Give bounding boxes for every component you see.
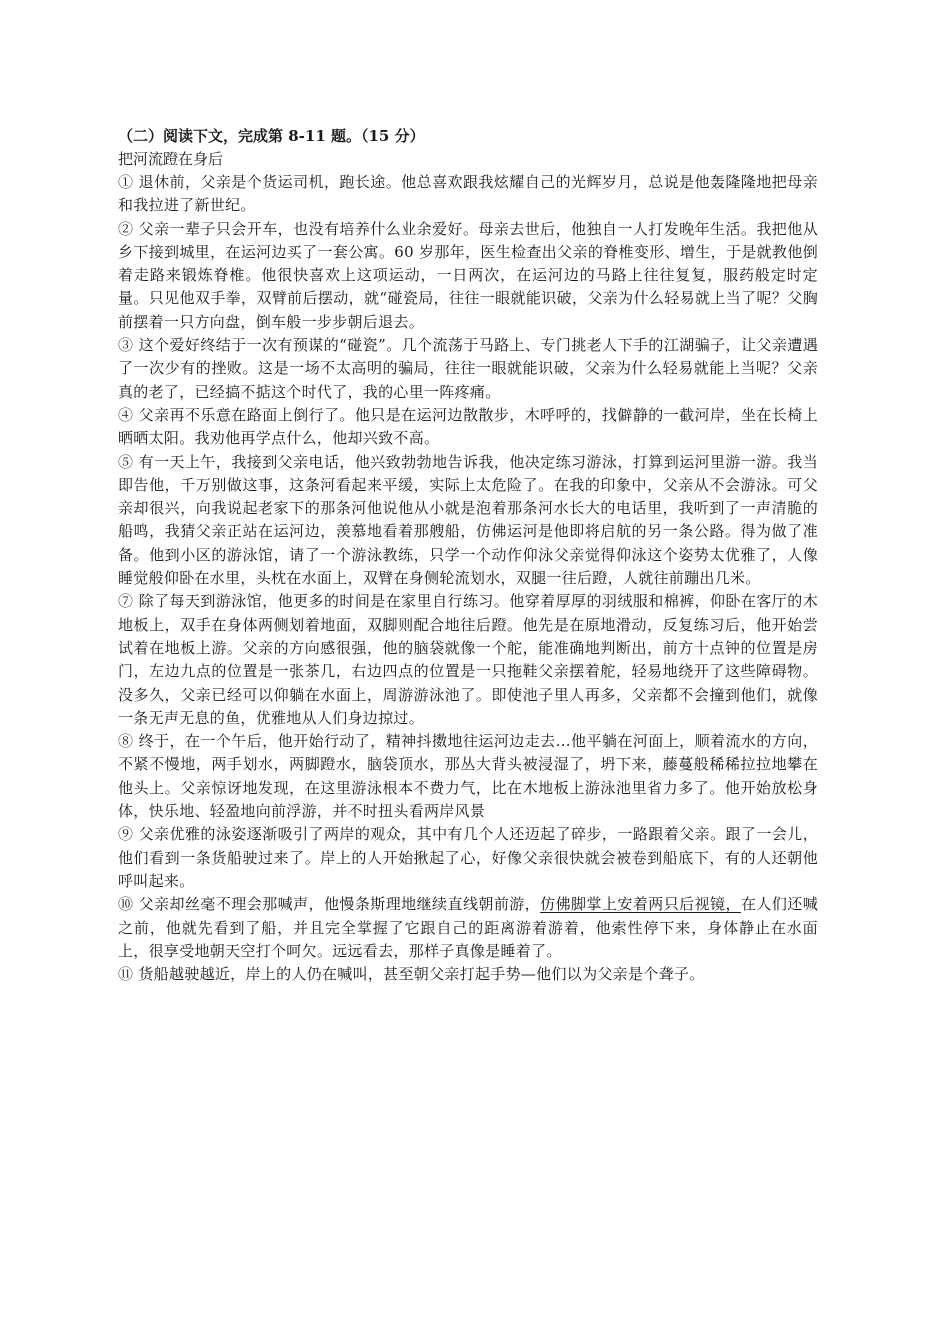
paragraph-11: ⑪ 货船越驶越近，岸上的人仍在喊叫，甚至朝父亲打起手势—他们以为父亲是个聋子。 [118, 965, 705, 984]
paragraph-2: ② 父亲一辈子只会开车，也没有培养什么业余爱好。母亲去世后，他独自一人打发晚年生活。我把他从乡下接到城里，在运河边买了一套公寓。60 岁那年，医生检查出父亲的脊椎变形、增生，于是就教他倒着走路来锻炼脊椎。他很快喜欢上这项运动，一日两次，在运河边的马路上往往复复，服药般定时定量。只见他双手拳，双臂前后摆动，就“碰瓷局，往往一眼就能识破，父亲为什么轻易就上当了呢？父胸前摆着一只方向盘，倒车般一步步朝后退去。 [118, 219, 818, 331]
paragraph-8: ⑧ 终于，在一个午后，他开始行动了，精神抖擞地往运河边走去…他平躺在河面上，顺着流水的方向，不紧不慢地，两手划水，两脚蹬水，脑袋顶水，那丛大背头被浸湿了，坍下来，藤蔓般稀稀拉拉地攀在他头上。父亲惊讶地发现，在这里游泳根本不费力气，比在木地板上游泳池里省力多了。他开始放松身体，快乐地、轻盈地向前浮游，并不时扭头看两岸风景 [118, 732, 818, 821]
paragraph-1: ① 退休前，父亲是个货运司机，跑长途。他总喜欢跟我炫耀自己的光辉岁月，总说是他轰隆隆地把母亲和我拉进了新世纪。 [118, 173, 818, 215]
paragraph-10 [118, 893, 818, 963]
underlined-phrase: 仿佛脚掌上安着两只后视镜， [540, 895, 741, 914]
document-page [118, 125, 818, 986]
section-heading: （二）阅读下文，完成第 8-11 题。（15 分） [118, 127, 425, 145]
paragraph-10-before: ⑩ 父亲却丝毫不理会那喊声，他慢条斯理地继续直线朝前游， [118, 895, 541, 914]
paragraph-3: ③ 这个爱好终结于一次有预谋的“碰瓷”。几个流荡于马路上、专门挑老人下手的江湖骗子，让父亲遭遇了一次少有的挫败。这是一场不太高明的骗局，往往一眼就能识破，父亲为什么轻易就能上当呢？父亲真的老了，已经搞不掂这个时代了，我的心里一阵疼痛。 [118, 336, 818, 401]
paragraph-9: ⑨ 父亲优雅的泳姿逐渐吸引了两岸的观众，其中有几个人还迈起了碎步，一路跟着父亲。跟了一会儿，他们看到一条货船驶过来了。岸上的人开始揪起了心，好像父亲很快就会被卷到船底下，有的人还朝他呼叫起来。 [118, 825, 818, 890]
paragraph-10-after: 在人们还喊之前，他就先看到了船，并且完全掌握了它跟自己的距离游着游着，他索性停下来，身体静止在水面上，很享受地朝天空打个呵欠。远远看去，那样子真像是睡着了。 [118, 895, 819, 960]
paragraph-5: ⑤ 有一天上午，我接到父亲电话，他兴致勃勃地告诉我，他决定练习游泳，打算到运河里游一游。我当即告他，千万别做这事，这条河看起来平缓，实际上太危险了。在我的印象中，父亲从不会游泳。可父亲却很兴，向我说起老家下的那条河他说他从小就是泡着那条河水长大的电话里，我听到了一声清脆的船鸣，我猜父亲正站在运河边，羡慕地看着那艘船，仿佛运河是他即将启航的另一条公路。得为做了准备。他到小区的游泳馆，请了一个游泳教练，只学一个动作仰泳父亲觉得仰泳这个姿势太优雅了，人像睡觉般仰卧在水里，头枕在水面上，双臂在身侧轮流划水，双腿一往后蹬，人就往前蹦出几米。 [118, 452, 818, 588]
article-title: 把河流蹬在身后 [118, 150, 224, 168]
paragraph-7: ⑦ 除了每天到游泳馆，他更多的时间是在家里自行练习。他穿着厚厚的羽绒服和棉裤，仰卧在客厅的木地板上，双手在身体两侧划着地面，双脚则配合地往后蹬。他先是在原地滑动，反复练习后，他开始尝试着在地板上游。父亲的方向感很强，他的脑袋就像一个舵，能准确地判断出，前方十点钟的位置是房门，左边九点的位置是一张茶几，右边四点的位置是一只拖鞋父亲摆着舵，轻易地绕开了这些障碍物。没多久，父亲已经可以仰躺在水面上，周游游泳池了。即使池子里人再多，父亲都不会撞到他们，就像一条无声无息的鱼，优雅地从人们身边掠过。 [118, 592, 818, 727]
paragraph-4: ④ 父亲再不乐意在路面上倒行了。他只是在运河边散散步，木呼呼的，找僻静的一截河岸，坐在长椅上晒晒太阳。我劝他再学点什么，他却兴致不高。 [118, 405, 818, 448]
